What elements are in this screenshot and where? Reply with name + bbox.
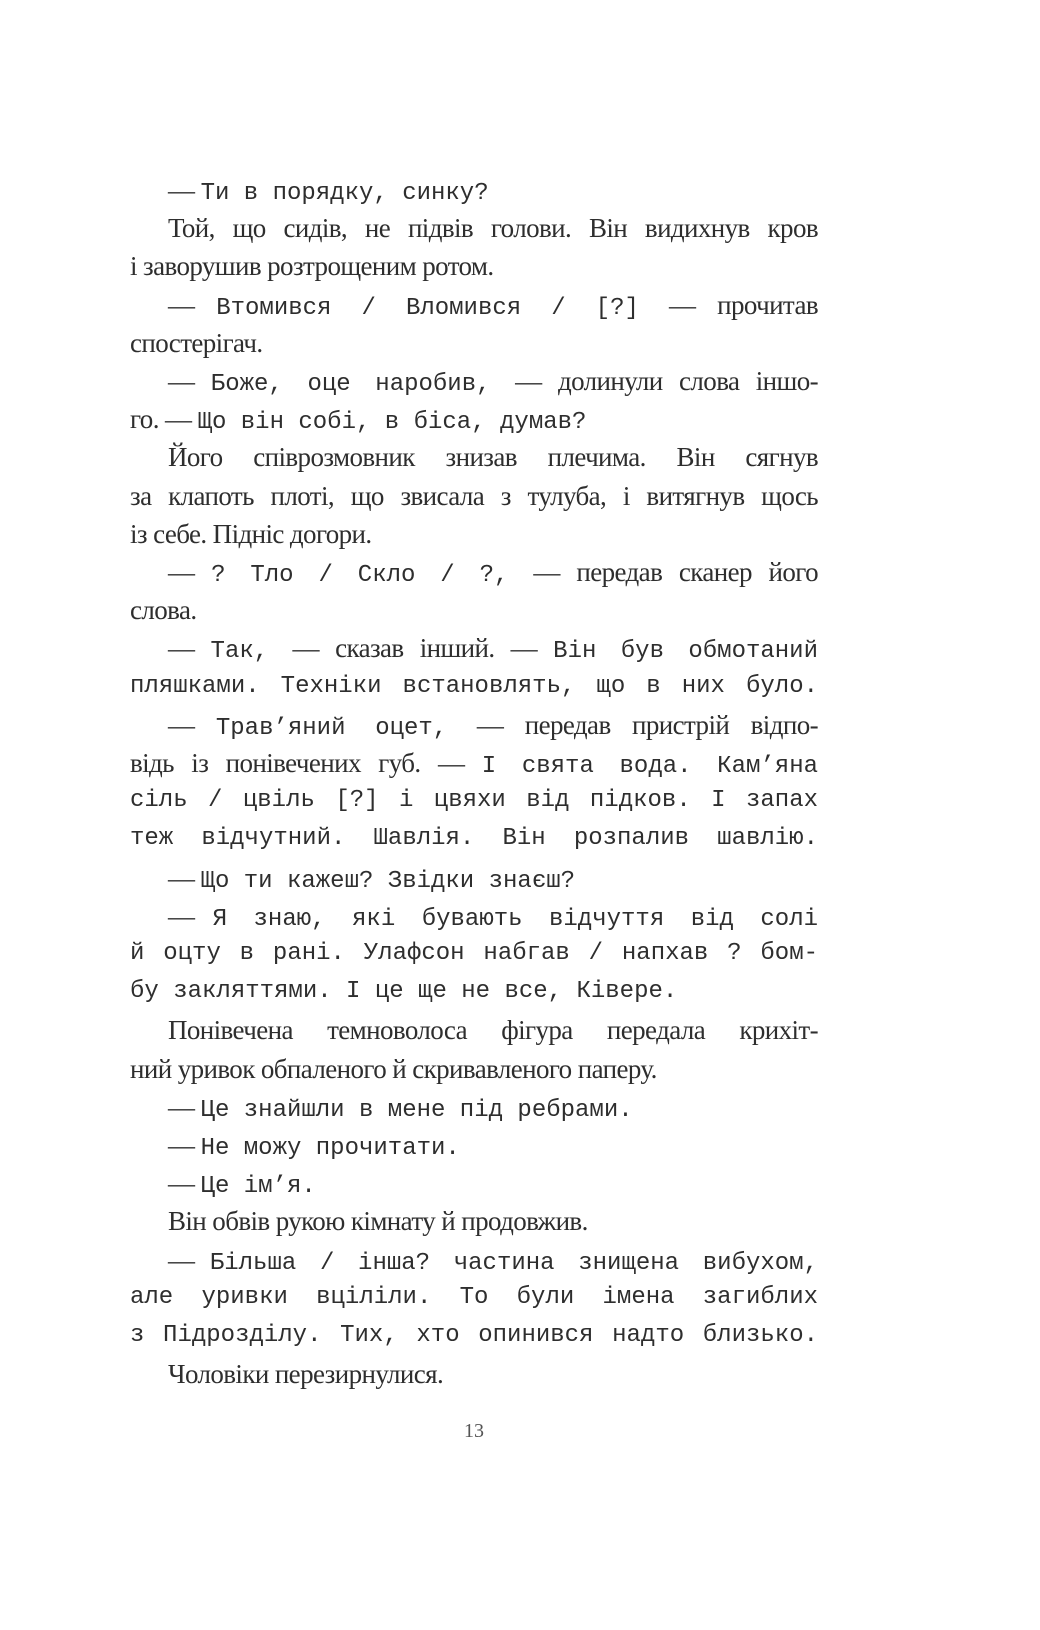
text-line [130, 668, 818, 706]
text-line [130, 400, 818, 438]
text-line [168, 362, 818, 400]
narrative-text: і заворушив розтрощеним ротом. [130, 251, 494, 282]
typewriter-text: з Підрозділу. Тих, хто опинився надто близько. [130, 1322, 818, 1349]
text-line [130, 973, 818, 1011]
text-line [130, 935, 818, 973]
typewriter-text: Це ім’я. [200, 1173, 316, 1201]
text-line [168, 859, 818, 897]
text-line [168, 1126, 818, 1164]
text-line [130, 1317, 818, 1355]
page-number: 13 [464, 1420, 484, 1442]
text-line [168, 1241, 818, 1279]
typewriter-text: ? Тло / Скло / ?, [211, 562, 534, 589]
text-line [130, 591, 818, 629]
text-line [130, 247, 818, 285]
text-line [168, 171, 818, 209]
narrative-text: — сказав інший. — [292, 633, 554, 664]
typewriter-text: Це знайшли в мене під ребрами. [200, 1096, 633, 1124]
text-line [130, 324, 818, 362]
text-line [168, 1011, 818, 1049]
narrative-text: — [168, 366, 211, 396]
text-line [168, 1355, 818, 1393]
narrative-text: — передав сканер його [533, 557, 818, 587]
text-line [168, 553, 818, 591]
typewriter-text: Втомився / Вломився / [?] [216, 294, 669, 322]
narrative-text: — [168, 175, 201, 205]
narrative-text: — прочитав [668, 289, 818, 320]
typewriter-text: Ти в порядку, синку? [200, 180, 489, 207]
typewriter-text: Так, [210, 638, 293, 666]
typewriter-text: Що ти кажеш? Звідки знаєш? [200, 867, 576, 895]
text-line [130, 820, 818, 858]
narrative-text: — [168, 1130, 201, 1160]
narrative-text: — [168, 1244, 210, 1275]
narrative-text: за клапоть плоті, що звисала з тулуба, і витягнув щось [130, 480, 818, 511]
narrative-text: Його співрозмовник знизав плечима. Він сягнув [168, 442, 818, 473]
narrative-text: відь із понівечених губ. — [130, 748, 482, 778]
text-line [168, 209, 818, 247]
narrative-text: спостерігач. [130, 327, 263, 358]
narrative-text: ний уривок обпаленого й скривавленого паперу. [130, 1053, 657, 1084]
narrative-text: — [168, 862, 201, 893]
text-line [168, 1088, 818, 1126]
narrative-text: Понівечена темноволоса фігура передала крихіт- [168, 1015, 818, 1046]
narrative-text: із себе. Підніс догори. [130, 518, 372, 549]
narrative-text: Той, що сидів, не підвів голови. Він видихнув кров [168, 213, 818, 244]
typewriter-text: й оцту в рані. Улафсон набгав / напхав ? бом- [130, 940, 818, 967]
narrative-text: го. — [130, 404, 198, 435]
typewriter-text: пляшками. Техніки встановлять, що в них було. [130, 672, 818, 700]
text-line [130, 515, 818, 553]
text-line [130, 1050, 818, 1088]
text-line [168, 706, 818, 744]
typewriter-text: сіль / цвіль [?] і цвяхи від підков. І запах [130, 787, 818, 815]
text-line [130, 744, 818, 782]
text-line [130, 782, 818, 820]
narrative-text: — [168, 1091, 201, 1122]
narrative-text: — [168, 289, 217, 320]
typewriter-text: Більша / інша? частина знищена вибухом, [209, 1249, 818, 1277]
text-line [168, 438, 818, 476]
typewriter-text: Він був обмотаний [553, 638, 818, 666]
narrative-text: — долинули слова іншо- [515, 366, 818, 396]
typewriter-text: бу закляттями. І це ще не все, Ківере. [130, 978, 678, 1006]
narrative-text: — [168, 709, 216, 740]
typewriter-text: Боже, оце наробив, [210, 371, 516, 398]
typewriter-text: Не можу прочитати. [200, 1135, 460, 1162]
text-line [168, 897, 818, 935]
text-line [168, 1164, 818, 1202]
narrative-text: Він обвів рукою кімнату й продовжив. [168, 1206, 588, 1237]
narrative-text: — [168, 633, 211, 664]
typewriter-text: Я знаю, які бувають відчуття від солі [212, 905, 818, 933]
narrative-text: — [168, 557, 212, 587]
text-line [130, 477, 818, 515]
narrative-text: слова. [130, 595, 197, 626]
typewriter-text: Трав’яний оцет, [215, 714, 477, 742]
narrative-text: — [168, 1168, 201, 1199]
typewriter-text: І свята вода. Кам’яна [481, 753, 818, 780]
typewriter-text: але уривки вціліли. То були імена загиблих [130, 1283, 818, 1311]
text-line [168, 629, 818, 667]
text-line [168, 286, 818, 324]
typewriter-text: Що він собі, в біса, думав? [197, 409, 587, 437]
text-line [168, 1202, 818, 1240]
narrative-text: Чоловіки перезирнулися. [168, 1359, 444, 1390]
narrative-text: — передав пристрій відпо- [476, 709, 818, 740]
narrative-text: — [168, 900, 213, 931]
text-line [130, 1279, 818, 1317]
typewriter-text: теж відчутний. Шавлія. Він розпалив шавлію. [130, 825, 818, 853]
